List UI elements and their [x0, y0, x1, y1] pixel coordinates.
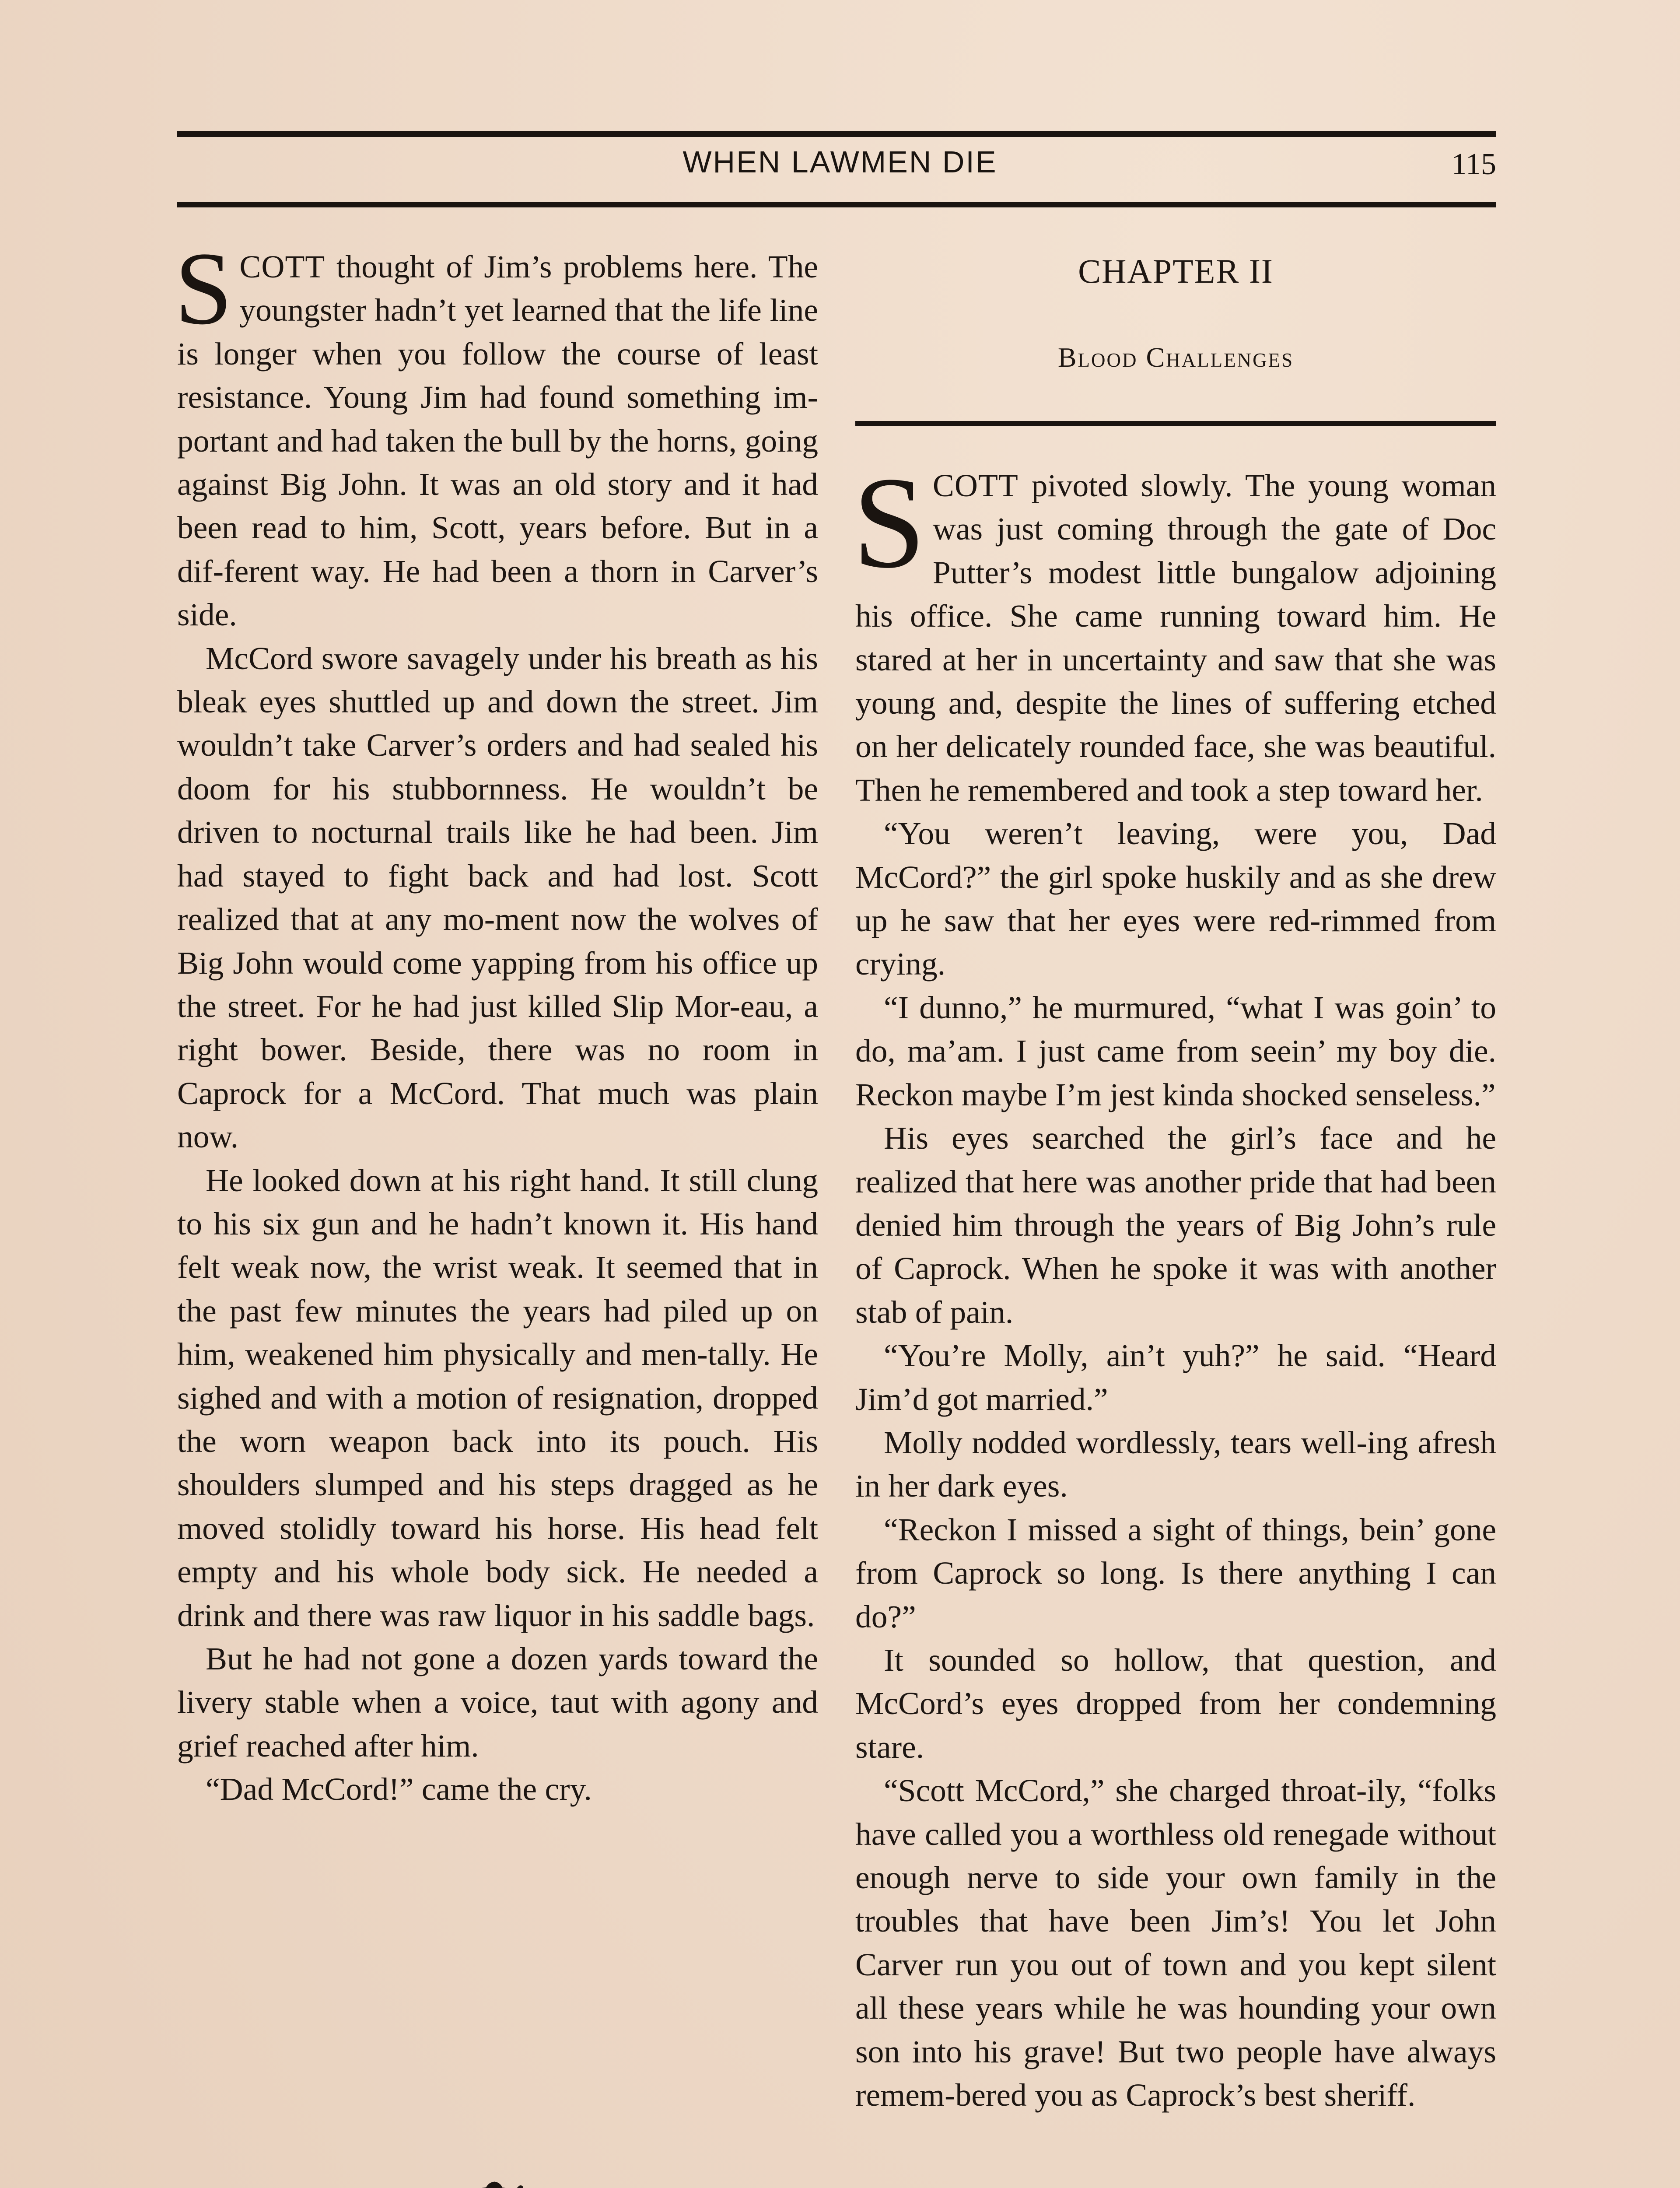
bucking-bronco-cowboy-icon	[389, 2179, 534, 2188]
running-head-title: WHEN LAWMEN DIE	[682, 145, 998, 179]
paragraph: McCord swore savagely under his breath as his bleak eyes shuttled up and down the street. Jim wouldn’t take Carver’s orders and had sealed his doom for his stubbornness. He wouldn’t be driven to nocturnal trails like he had been. Jim had stayed to fight back and had lost. Scott realized that at any mo-ment now the wolves of Big John would come yapping from his office up the street. For he had just killed Slip Mor-eau, a right bower. Beside, there was no room in Caprock for a McCord. That much was plain now.	[177, 640, 818, 1155]
chapter-title: CHAPTER II	[1078, 252, 1274, 290]
paragraph: Molly nodded wordlessly, tears well-ing afresh in her dark eyes.	[855, 1424, 1496, 1504]
paragraph-text: pivoted slowly. The young woman was just coming through the gate of Doc Putter’s modest little bungalow adjoining his office. She came running toward him. He stared at her in uncertainty and saw that she was young and, despite the lines of suffering etched on her delicately rounded face, she was beautiful. Then he remembered and took a step toward her.	[855, 468, 1496, 808]
page-number: 115	[1451, 147, 1496, 181]
chapter-subtitle: Blood Challenges	[1057, 342, 1294, 373]
paragraph	[853, 450, 1496, 812]
drop-cap: S	[853, 450, 926, 595]
paragraph: But he had not gone a dozen yards toward the livery stable when a voice, taut with agony and grief reached after him.	[177, 1641, 818, 1764]
paragraph: “You’re Molly, ain’t yuh?” he said. “Heard Jim’d got married.”	[855, 1338, 1496, 1417]
paragraph: “You weren’t leaving, were you, Dad McCord?” the girl spoke huskily and as she drew up he saw that her eyes were red-rimmed from crying.	[855, 816, 1496, 982]
paragraph-text: thought of Jim’s problems here. The youngster hadn’t yet learned that the life line is longer when you follow the course of least resistance. Young Jim had found something im-portant and had taken the bull by the horns, going against Big John. It was an old story and it had been read to him, Scott, years before. But in a dif-ferent way. He had been a thorn in Carver’s side.	[177, 249, 818, 633]
chapter-rule	[855, 421, 1496, 426]
paragraph: He looked down at his right hand. It still clung to his six gun and he hadn’t known it. His hand felt weak now, the wrist weak. It seemed that in the past few minutes the years had piled up on him, weakened him physically and men-tally. He sighed and with a motion of resignation, dropped the worn weapon back into its pouch. His shoulders slumped and his steps dragged as he moved stolidly toward his horse. His head felt empty and his whole body sick. He needed a drink and there was raw liquor in his saddle bags.	[177, 1162, 818, 1633]
paragraph: “Reckon I missed a sight of things, bein’ gone from Caprock so long. Is there anything I can do?”	[855, 1511, 1496, 1634]
paragraph: It sounded so hollow, that question, and McCord’s eyes dropped from her condemning stare.	[855, 1642, 1496, 1765]
drop-cap: S	[175, 231, 233, 346]
paragraph: “Dad McCord!” came the cry.	[206, 1771, 592, 1807]
paragraph: His eyes searched the girl’s face and he realized that here was another pride that had been denied him through the years of Big John’s rule of Caprock. When he spoke it was with another stab of pain.	[855, 1120, 1496, 1330]
header-top-rule	[177, 131, 1496, 137]
header-bottom-rule	[177, 202, 1496, 207]
paragraph: “I dunno,” he murmured, “what I was goin’ to do, ma’am. I just came from seein’ my boy die. Reckon maybe I’m jest kinda shocked senseless.”	[855, 989, 1496, 1112]
lead-word: COTT	[239, 249, 326, 284]
left-column	[175, 231, 818, 1811]
paragraph: “Scott McCord,” she charged throat-ily, “folks have called you a worthless old renegade without enough nerve to side your own family in the troubles that have been Jim’s! You let John Carver run you out of town and you kept silent all these years while he was hounding your own son into his grave! But two people have always remem-bered you as Caprock’s best sheriff.	[855, 1773, 1496, 2113]
lead-word: COTT	[932, 468, 1018, 503]
right-column	[853, 450, 1496, 2117]
paragraph	[175, 231, 818, 637]
